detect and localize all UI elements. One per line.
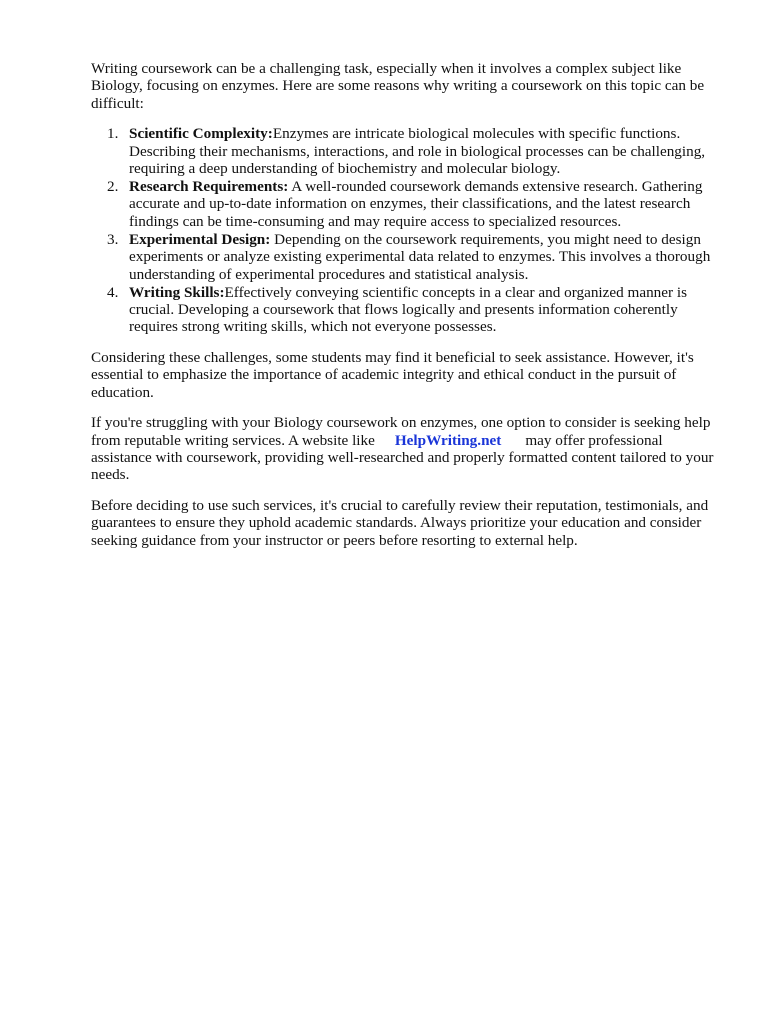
list-item-term: Research Requirements: — [129, 178, 289, 196]
list-item — [91, 231, 727, 283]
list-item-term: Experimental Design: — [129, 230, 271, 248]
list-item-number: 4. — [107, 283, 119, 301]
list-item-number: 1. — [107, 125, 119, 143]
list-item-term: Writing Skills: — [129, 283, 225, 301]
list-item — [91, 178, 727, 230]
list-item-number: 3. — [107, 230, 119, 248]
help-text-before: If you're struggling with your Biology coursework on enzymes, one option to consider is seeking help from reputable writing services. A website like — [91, 414, 711, 449]
list-item-text: A well-rounded coursework demands extensive research. Gathering accurate and up-to-date information on enzymes, their classifications, and the latest research findings can be time-consuming and may require access to specialized resources. — [129, 178, 703, 230]
list-item-text: Effectively conveying scientific concepts in a clear and organized manner is crucial. Developing a coursework that flows logically and presents information coherently requires strong writing skills, which not everyone possesses. — [129, 283, 687, 336]
list-item-text: Enzymes are intricate biological molecules with specific functions. Describing their mechanisms, interactions, and role in biological processes can be challenging, requiring a deep understanding of biochemistry and molecular biology. — [129, 125, 706, 178]
list-item-term: Scientific Complexity: — [129, 125, 273, 143]
list-item-text: Depending on the coursework requirements, you might need to design experiments or analyze existing experimental data related to enzymes. This involves a thorough understanding of experimental procedures and statistical analysis. — [129, 230, 711, 283]
list-item — [91, 284, 727, 336]
list-item — [91, 125, 727, 177]
help-paragraph — [91, 414, 727, 484]
list-item-number: 2. — [107, 178, 119, 196]
reasons-list — [91, 125, 727, 336]
intro-paragraph: Writing coursework can be a challenging task, especially when it involves a complex subject like Biology, focusing on enzymes. Here are some reasons why writing a coursework on this topic can be difficult: — [91, 60, 705, 112]
help-text-after: may offer professional assistance with coursework, providing well-researched and properly formatted content tailored to your needs. — [91, 431, 714, 484]
document-page — [91, 60, 727, 562]
helpwriting-link[interactable]: HelpWriting.net — [394, 431, 502, 449]
closing-paragraph: Before deciding to use such services, it's crucial to carefully review their reputation, testimonials, and guarantees to ensure they uphold academic standards. Always prioritize your education and consider seeking guidance from your instructor or peers before resorting to external help. — [91, 496, 709, 549]
considering-paragraph: Considering these challenges, some students may find it beneficial to seek assistance. However, it's essential to emphasize the importance of academic integrity and ethical conduct in the pursuit of education. — [91, 348, 694, 401]
